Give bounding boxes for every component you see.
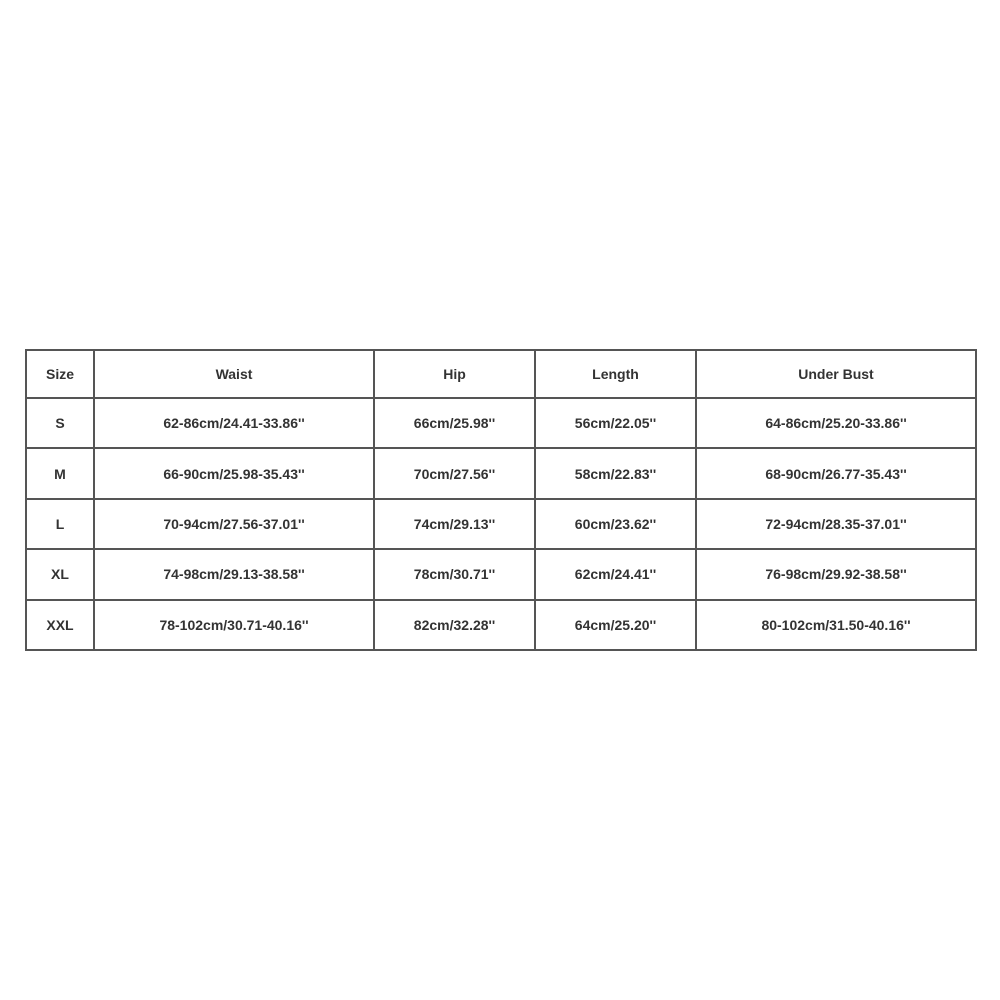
cell-hip: 66cm/25.98'' xyxy=(374,398,535,448)
table-row xyxy=(26,600,976,650)
cell-waist: 62-86cm/24.41-33.86'' xyxy=(94,398,374,448)
cell-size: M xyxy=(26,448,94,498)
cell-length: 64cm/25.20'' xyxy=(535,600,696,650)
cell-size: S xyxy=(26,398,94,448)
cell-length: 60cm/23.62'' xyxy=(535,499,696,549)
cell-waist: 74-98cm/29.13-38.58'' xyxy=(94,549,374,599)
cell-hip: 70cm/27.56'' xyxy=(374,448,535,498)
size-chart-table xyxy=(25,349,977,651)
table-row xyxy=(26,398,976,448)
header-hip: Hip xyxy=(374,350,535,398)
cell-under-bust: 76-98cm/29.92-38.58'' xyxy=(696,549,976,599)
table-row xyxy=(26,499,976,549)
header-under-bust: Under Bust xyxy=(696,350,976,398)
cell-waist: 70-94cm/27.56-37.01'' xyxy=(94,499,374,549)
cell-length: 58cm/22.83'' xyxy=(535,448,696,498)
header-length: Length xyxy=(535,350,696,398)
cell-under-bust: 80-102cm/31.50-40.16'' xyxy=(696,600,976,650)
cell-hip: 74cm/29.13'' xyxy=(374,499,535,549)
header-row xyxy=(26,350,976,398)
cell-waist: 66-90cm/25.98-35.43'' xyxy=(94,448,374,498)
header-size: Size xyxy=(26,350,94,398)
table-row xyxy=(26,448,976,498)
header-waist: Waist xyxy=(94,350,374,398)
cell-under-bust: 64-86cm/25.20-33.86'' xyxy=(696,398,976,448)
cell-hip: 78cm/30.71'' xyxy=(374,549,535,599)
cell-length: 56cm/22.05'' xyxy=(535,398,696,448)
cell-hip: 82cm/32.28'' xyxy=(374,600,535,650)
cell-size: XXL xyxy=(26,600,94,650)
cell-length: 62cm/24.41'' xyxy=(535,549,696,599)
cell-under-bust: 68-90cm/26.77-35.43'' xyxy=(696,448,976,498)
table-row xyxy=(26,549,976,599)
cell-under-bust: 72-94cm/28.35-37.01'' xyxy=(696,499,976,549)
cell-size: XL xyxy=(26,549,94,599)
cell-waist: 78-102cm/30.71-40.16'' xyxy=(94,600,374,650)
cell-size: L xyxy=(26,499,94,549)
